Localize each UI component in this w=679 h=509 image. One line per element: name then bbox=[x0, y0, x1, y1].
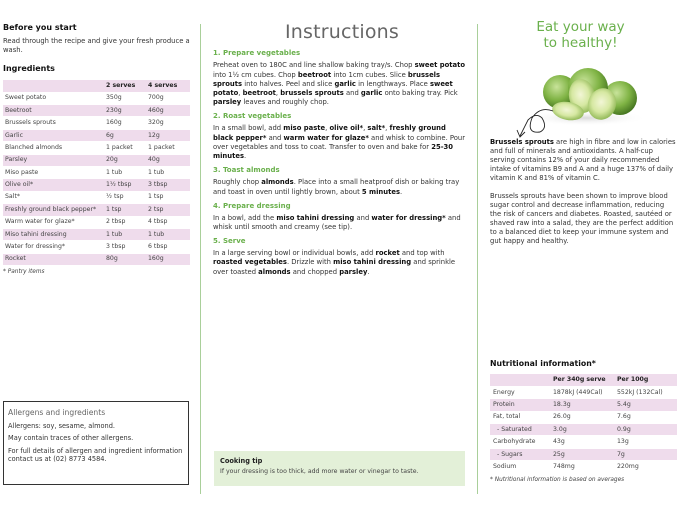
ingredient-row bbox=[3, 92, 190, 104]
ingredient-row bbox=[3, 191, 190, 203]
step-text-fragment: In a large serving bowl or individual bowls, add bbox=[213, 249, 376, 258]
step-text-fragment: onto baking tray. Pick bbox=[382, 88, 458, 97]
ingredient-qty-4-serves: 700g bbox=[146, 92, 190, 104]
step-ingredient-highlight: miso tahini dressing bbox=[333, 258, 412, 267]
step-ingredient-highlight: miso paste bbox=[283, 124, 326, 133]
ingredient-qty-2-serves: 1 tub bbox=[104, 166, 146, 178]
ingredient-qty-4-serves: 1 tub bbox=[146, 228, 190, 240]
health-paragraph-2-line: the risk of cancers and diabetes. Roasted, sautéed or bbox=[490, 209, 672, 218]
text-fragment: intake of vitamins B9 and A and a huge 137% of daily bbox=[490, 164, 674, 173]
nutrition-row bbox=[490, 411, 677, 423]
ingredient-name: Rocket bbox=[3, 253, 104, 265]
step-text-fragment: and top with bbox=[399, 249, 445, 258]
ingredients-table-body bbox=[3, 92, 190, 265]
ingredient-row bbox=[3, 142, 190, 154]
step-text-fragment: . bbox=[244, 152, 247, 161]
ingredient-row bbox=[3, 253, 190, 265]
before-you-start-text: Read through the recipe and give your fresh produce a wash. bbox=[3, 37, 190, 55]
step-text-fragment: . Place into a small heatproof dish or baking tray and toast in oven until lightly brown, about bbox=[213, 178, 460, 196]
ingredient-qty-2-serves: ½ tsp bbox=[104, 191, 146, 203]
ingredient-name: Garlic bbox=[3, 129, 104, 141]
step-text bbox=[213, 214, 467, 232]
health-paragraph-2-line: sugar control and decrease inflammation, reducing bbox=[490, 200, 665, 209]
ingredient-qty-2-serves: 20g bbox=[104, 154, 146, 166]
step-ingredient-highlight: sweet potato bbox=[414, 61, 466, 70]
nutrition-row bbox=[490, 448, 677, 460]
step-ingredient-highlight: roasted vegetables bbox=[213, 258, 287, 267]
ingredient-name: Water for dressing* bbox=[3, 241, 104, 253]
nutrition-header-label bbox=[490, 374, 550, 386]
health-paragraph-2-line: shaved raw into a salad, they are the perfect addition bbox=[490, 218, 674, 227]
nutrient-name: - Sugars bbox=[490, 448, 550, 460]
nutrient-per-100g: 13g bbox=[614, 436, 677, 448]
ingredient-qty-2-serves: 230g bbox=[104, 105, 146, 117]
ingredient-qty-4-serves: 6 tbsp bbox=[146, 241, 190, 253]
ingredients-header-2-serves: 2 serves bbox=[104, 80, 146, 92]
pantry-items-footnote: * Pantry items bbox=[3, 269, 45, 276]
ingredient-row bbox=[3, 105, 190, 117]
nutrient-per-100g: 552kJ (132Cal) bbox=[614, 386, 677, 398]
nutrition-header-per-serve: Per 340g serve bbox=[550, 374, 614, 386]
ingredient-row bbox=[3, 166, 190, 178]
ingredient-qty-4-serves: 1 packet bbox=[146, 142, 190, 154]
ingredient-qty-4-serves: 1 tub bbox=[146, 166, 190, 178]
column-divider-left bbox=[200, 24, 201, 494]
ingredient-qty-2-serves: 160g bbox=[104, 117, 146, 129]
step-ingredient-highlight: salt* bbox=[367, 124, 386, 133]
step-ingredient-highlight: parsley bbox=[339, 267, 368, 276]
instructions-steps bbox=[213, 49, 467, 277]
ingredient-qty-2-serves: 2 tbsp bbox=[104, 216, 146, 228]
nutrient-name: Energy bbox=[490, 386, 550, 398]
nutrition-header-per-100g: Per 100g bbox=[614, 374, 677, 386]
step-text-fragment: , bbox=[325, 124, 330, 133]
ingredient-qty-4-serves: 460g bbox=[146, 105, 190, 117]
step-text-fragment: Preheat oven to 180C and line shallow baking tray/s. Chop bbox=[213, 61, 415, 70]
nutrition-footnote: * Nutritional information is based on averages bbox=[490, 476, 625, 483]
health-title bbox=[482, 20, 679, 52]
nutrition-row bbox=[490, 461, 677, 473]
ingredient-qty-4-serves: 320g bbox=[146, 117, 190, 129]
highlight-text: Brussels sprouts bbox=[490, 137, 554, 146]
allergens-heading: Allergens and ingredients bbox=[8, 408, 106, 417]
step-text-fragment: , bbox=[385, 124, 390, 133]
nutrient-name: Carbohydrate bbox=[490, 436, 550, 448]
ingredient-qty-4-serves: 4 tbsp bbox=[146, 216, 190, 228]
step-ingredient-highlight: 5 minutes bbox=[361, 187, 401, 196]
step-ingredient-highlight: freshly ground black pepper* bbox=[213, 124, 446, 142]
step-text-fragment: and whisk until smooth and creamy (see tip). bbox=[213, 213, 461, 231]
step-heading: 4. Prepare dressing bbox=[213, 201, 291, 210]
ingredients-table bbox=[3, 80, 190, 266]
step-text-fragment: , bbox=[363, 124, 368, 133]
step-ingredient-highlight: garlic bbox=[334, 79, 356, 88]
step-text bbox=[213, 61, 467, 107]
nutrient-per-100g: 7g bbox=[614, 448, 677, 460]
health-column bbox=[490, 20, 679, 246]
nutrient-per-serve: 26.0g bbox=[550, 411, 614, 423]
step-ingredient-highlight: 25-30 minutes bbox=[213, 142, 454, 161]
step-text-fragment: leaves and roughly chop. bbox=[241, 98, 329, 107]
nutrient-per-100g: 5.4g bbox=[614, 399, 677, 411]
ingredient-qty-4-serves: 1 tsp bbox=[146, 191, 190, 203]
step-heading: 2. Roast vegetables bbox=[213, 112, 292, 121]
step-text-fragment: . bbox=[367, 267, 370, 276]
ingredient-qty-2-serves: 350g bbox=[104, 92, 146, 104]
step-text-fragment: and bbox=[266, 133, 284, 142]
allergens-box bbox=[3, 401, 189, 485]
step-heading: 1. Prepare vegetables bbox=[213, 49, 301, 58]
step-text bbox=[213, 249, 467, 277]
step-ingredient-highlight: sweet potato bbox=[213, 79, 453, 97]
ingredients-header-4-serves: 4 serves bbox=[146, 80, 190, 92]
step-text-fragment: and sprinkle over toasted bbox=[213, 258, 456, 276]
nutrition-row bbox=[490, 399, 677, 411]
ingredient-name: Sweet potato bbox=[3, 92, 104, 104]
step-ingredient-highlight: brussels sprouts bbox=[280, 88, 344, 97]
ingredient-name: Miso paste bbox=[3, 166, 104, 178]
step-heading: 3. Toast almonds bbox=[213, 166, 280, 175]
health-paragraph-2-line: Brussels sprouts have been shown to improve blood bbox=[490, 191, 668, 200]
nutrient-per-serve: 18.3g bbox=[550, 399, 614, 411]
instructions-title: Instructions bbox=[285, 21, 399, 43]
ingredient-qty-2-serves: 1 packet bbox=[104, 142, 146, 154]
step-text-fragment: in lengthways. Place bbox=[355, 79, 430, 88]
before-you-start-heading: Before you start bbox=[3, 23, 77, 32]
ingredient-row bbox=[3, 241, 190, 253]
ingredient-row bbox=[3, 117, 190, 129]
allergens-list: Allergens: soy, sesame, almond. bbox=[8, 421, 115, 430]
ingredient-row bbox=[3, 228, 190, 240]
step-heading: 5. Serve bbox=[213, 237, 246, 246]
step-text bbox=[213, 124, 467, 161]
ingredient-row bbox=[3, 216, 190, 228]
nutrition-section bbox=[490, 359, 679, 484]
nutrition-row bbox=[490, 436, 677, 448]
step-text-fragment: , bbox=[275, 88, 281, 97]
ingredient-qty-4-serves: 12g bbox=[146, 129, 190, 141]
nutrient-per-serve: 3.0g bbox=[550, 424, 614, 436]
step-text-fragment: In a small bowl, add bbox=[213, 124, 284, 133]
health-paragraph-2-line: to a balanced diet to keep your immune system and bbox=[490, 227, 669, 236]
brussels-sprouts-image bbox=[490, 56, 679, 138]
nutrient-per-serve: 43g bbox=[550, 436, 614, 448]
health-paragraph-1-line bbox=[490, 138, 679, 147]
allergens-traces: May contain traces of other allergens. bbox=[8, 434, 134, 443]
ingredient-qty-4-serves: 2 tsp bbox=[146, 204, 190, 216]
ingredient-name: Blanched almonds bbox=[3, 142, 104, 154]
ingredients-header-row bbox=[3, 80, 190, 92]
step-ingredient-highlight: parsley bbox=[213, 98, 242, 107]
step-text-fragment: into 1cm cubes. Slice bbox=[331, 70, 408, 79]
nutrient-name: Fat, total bbox=[490, 411, 550, 423]
nutrient-name: Sodium bbox=[490, 461, 550, 473]
step-ingredient-highlight: beetroot bbox=[297, 70, 332, 79]
step-ingredient-highlight: brussels sprouts bbox=[213, 70, 441, 88]
column-divider-right bbox=[477, 24, 478, 494]
step-text-fragment: and chopped bbox=[290, 267, 340, 276]
ingredient-qty-2-serves: 1 tsp bbox=[104, 204, 146, 216]
nutrient-name: Protein bbox=[490, 399, 550, 411]
ingredient-qty-4-serves: 160g bbox=[146, 253, 190, 265]
step-text-fragment: and bbox=[354, 213, 372, 222]
cooking-tip-box bbox=[214, 451, 465, 486]
step-ingredient-highlight: rocket bbox=[375, 249, 400, 258]
step-text-fragment: , bbox=[238, 88, 243, 97]
instructions-column bbox=[213, 20, 467, 277]
health-paragraph-1 bbox=[490, 138, 679, 183]
ingredient-name: Freshly ground black pepper* bbox=[3, 204, 104, 216]
nutrient-per-100g: 7.6g bbox=[614, 411, 677, 423]
health-paragraph-2-line: gut happy and healthy. bbox=[490, 236, 569, 245]
step-text-fragment: into halves. Peel and slice bbox=[242, 79, 335, 88]
brussels-sprouts-photo-icon bbox=[490, 56, 679, 138]
ingredient-name: Miso tahini dressing bbox=[3, 228, 104, 240]
step-ingredient-highlight: beetroot bbox=[242, 88, 276, 97]
ingredient-qty-2-serves: 80g bbox=[104, 253, 146, 265]
nutrition-table bbox=[490, 374, 677, 474]
ingredient-row bbox=[3, 179, 190, 191]
step-text-fragment: into 1½ cm cubes. Chop bbox=[213, 70, 298, 79]
left-column bbox=[3, 23, 190, 277]
cooking-tip-heading: Cooking tip bbox=[220, 457, 263, 465]
step-text bbox=[213, 178, 467, 196]
step-ingredient-highlight: miso tahini dressing bbox=[276, 213, 355, 222]
step-text-fragment: and bbox=[343, 88, 361, 97]
health-title-line1: Eat your way bbox=[536, 19, 625, 35]
step-text-fragment: Roughly chop bbox=[213, 178, 262, 187]
ingredient-name: Salt* bbox=[3, 191, 104, 203]
ingredient-name: Beetroot bbox=[3, 105, 104, 117]
health-title-line2: to healthy! bbox=[543, 34, 618, 51]
nutrient-per-100g: 220mg bbox=[614, 461, 677, 473]
step-ingredient-highlight: warm water for glaze* bbox=[283, 133, 369, 142]
nutrient-per-100g: 0.9g bbox=[614, 424, 677, 436]
health-paragraph-1-line bbox=[490, 147, 679, 156]
nutrition-row bbox=[490, 424, 677, 436]
ingredient-row bbox=[3, 154, 190, 166]
ingredient-name: Brussels sprouts bbox=[3, 117, 104, 129]
text-fragment: are high in fibre and low in calories bbox=[553, 137, 676, 146]
ingredient-name: Parsley bbox=[3, 154, 104, 166]
text-fragment: and full of minerals and antioxidants. A half-cup bbox=[490, 146, 653, 155]
health-paragraph-2 bbox=[490, 192, 679, 246]
nutrient-per-serve: 1878kJ (449Cal) bbox=[550, 386, 614, 398]
step-ingredient-highlight: almonds bbox=[258, 267, 291, 276]
nutrition-row bbox=[490, 386, 677, 398]
health-paragraph-1-line bbox=[490, 165, 679, 174]
ingredient-qty-4-serves: 3 tbsp bbox=[146, 179, 190, 191]
ingredient-qty-2-serves: 1 tub bbox=[104, 228, 146, 240]
ingredient-qty-2-serves: 6g bbox=[104, 129, 146, 141]
ingredient-row bbox=[3, 204, 190, 216]
step-ingredient-highlight: almonds bbox=[261, 178, 294, 187]
step-text-fragment: . bbox=[400, 187, 403, 196]
ingredient-name: Warm water for glaze* bbox=[3, 216, 104, 228]
text-fragment: serving contains 12% of your daily recommended bbox=[490, 155, 660, 164]
ingredients-header-name bbox=[3, 80, 104, 92]
ingredient-qty-2-serves: 1½ tbsp bbox=[104, 179, 146, 191]
step-ingredient-highlight: olive oil* bbox=[329, 124, 364, 133]
step-text-fragment: In a bowl, add the bbox=[213, 213, 277, 222]
step-ingredient-highlight: garlic bbox=[360, 88, 383, 97]
ingredient-row bbox=[3, 129, 190, 141]
nutrition-heading: Nutritional information* bbox=[490, 359, 596, 368]
nutrition-header-row bbox=[490, 374, 677, 386]
text-fragment: vitamin K and 81% of vitamin C. bbox=[490, 173, 600, 182]
step-ingredient-highlight: water for dressing* bbox=[371, 213, 446, 222]
health-paragraph-1-line bbox=[490, 156, 679, 165]
nutrient-name: - Saturated bbox=[490, 424, 550, 436]
nutrient-per-serve: 748mg bbox=[550, 461, 614, 473]
step-text-fragment: and whisk to combine. Pour over vegetables and toss to coat. Transfer to oven and bake for bbox=[213, 133, 466, 151]
nutrient-per-serve: 25g bbox=[550, 448, 614, 460]
nutrition-table-body bbox=[490, 386, 677, 473]
health-paragraph-1-line bbox=[490, 174, 679, 183]
ingredient-name: Olive oil* bbox=[3, 179, 104, 191]
allergens-contact: For full details of allergen and ingredient information contact us at (02) 8773 4584. bbox=[8, 446, 183, 464]
ingredients-heading: Ingredients bbox=[3, 63, 55, 73]
step-text-fragment: . Drizzle with bbox=[286, 258, 334, 267]
cooking-tip-text: If your dressing is too thick, add more water or vinegar to taste. bbox=[220, 468, 419, 476]
ingredient-qty-2-serves: 3 tbsp bbox=[104, 241, 146, 253]
ingredient-qty-4-serves: 40g bbox=[146, 154, 190, 166]
